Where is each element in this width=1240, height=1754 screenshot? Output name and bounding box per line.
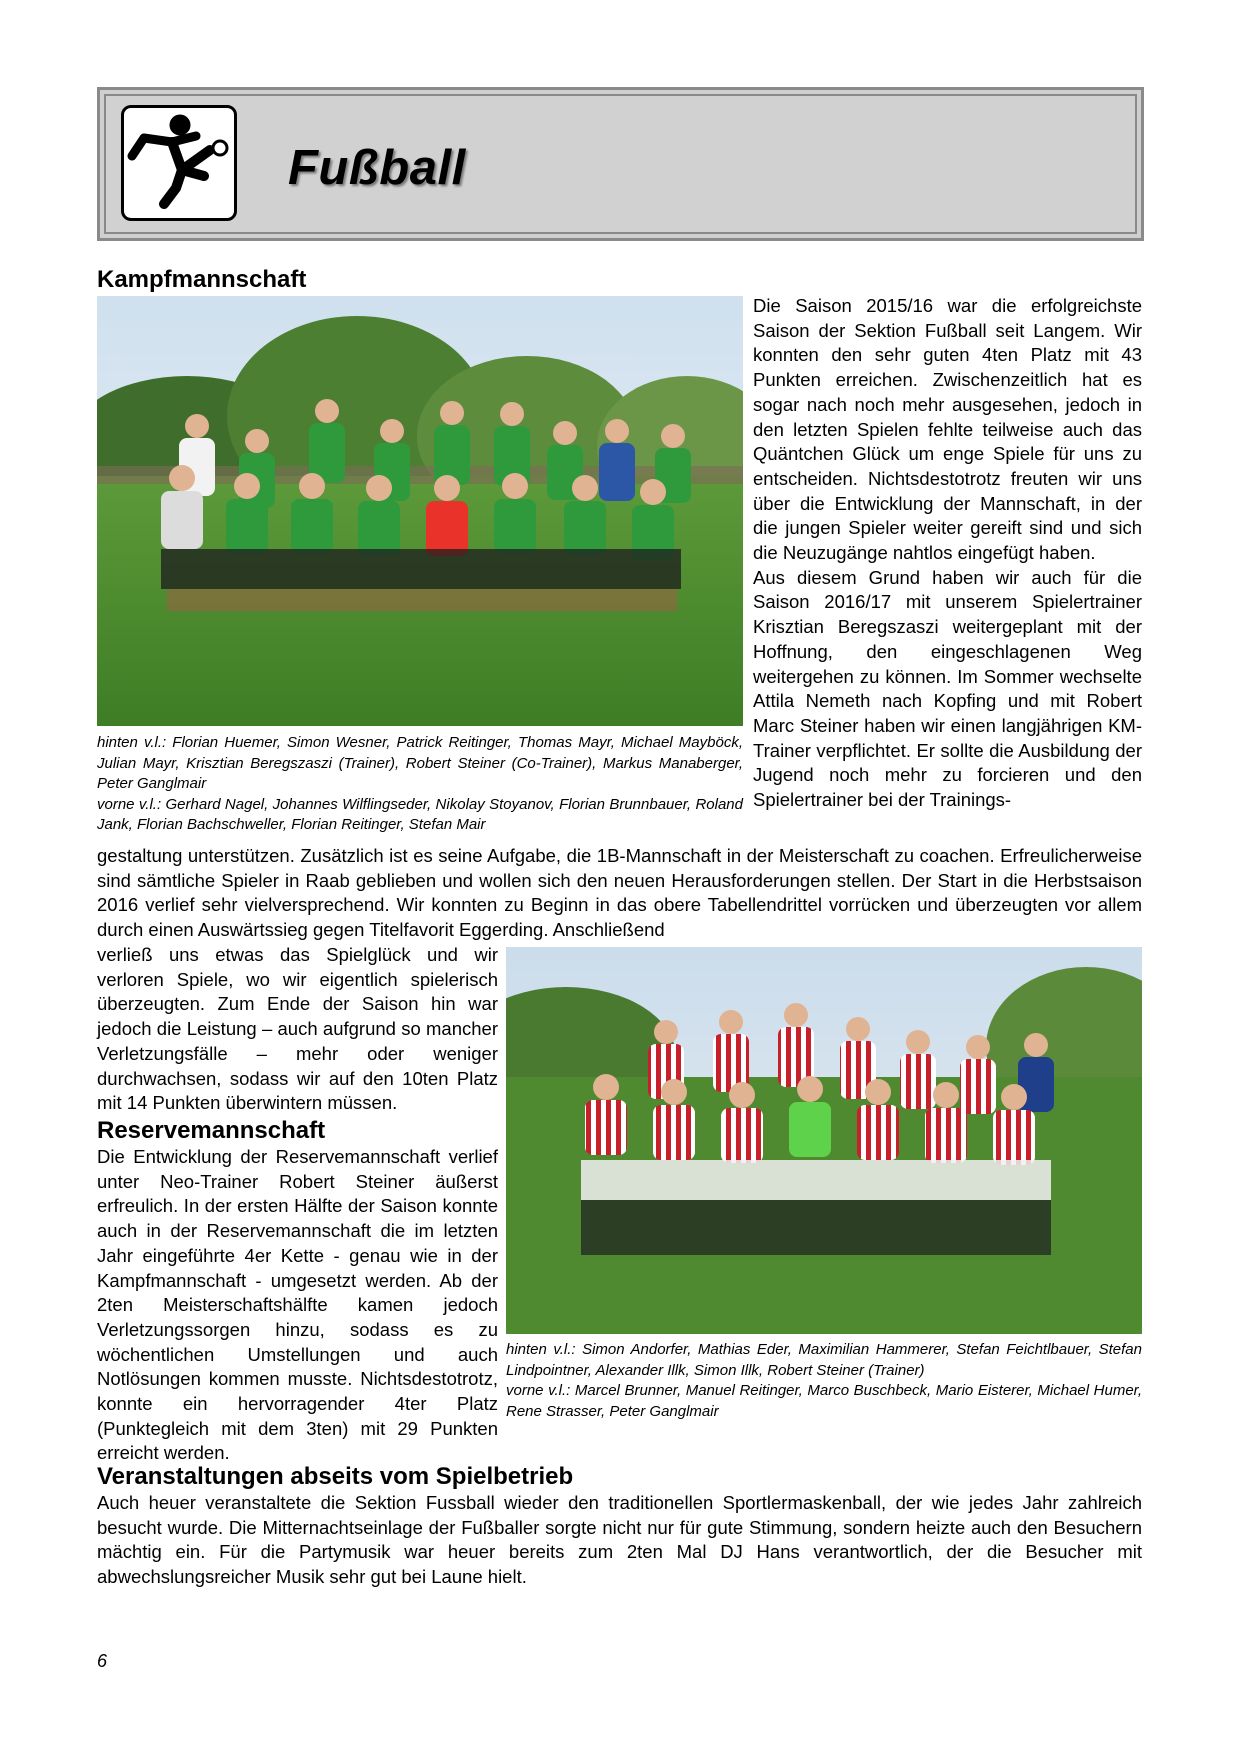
caption-back-row: hinten v.l.: Simon Andorfer, Mathias Eder, Maximilian Hammerer, Stefan Feichtlbauer, Stefan Lindpointner, Alexander Illk, Simon Illk, Robert Steiner (Trainer) bbox=[506, 1341, 1142, 1379]
header-banner bbox=[97, 87, 1144, 241]
paragraph-intro: Die Saison 2015/16 war die erfolgreichste Saison der Sektion Fußball seit Langem. Wir konnten den sehr guten 4ten Platz mit 43 Punkten erreichen. Zwischenzeitlich hat es sogar nach noch mehr ausgesehen, jedoch in den letzten Spielen fehlte teilweise auch das Quäntchen Glück um enge Spiele für uns zu entscheiden. Nichtsdestotrotz freuten wir uns über die Entwicklung der Mannschaft, in der die jungen Spieler weiter gereift sind und sich die Neuzugänge nahtlos eingefügt haben. bbox=[753, 295, 1142, 564]
paragraph-trainer: Aus diesem Grund haben wir auch für die Saison 2016/17 mit unserem Spielertrainer Krisztian Beregszaszi weitergeplant mit der Hoffnung, den eingeschlagenen Weg weitergehen zu können. Im Sommer wechselte Attila Nemeth nach Kopfing und mit Robert Marc Steiner haben wir einen langjährigen KM-Trainer verpflichtet. Er sollte die Ausbildung der Jugend noch mehr zu forcieren und den Spielertrainer bei der Trainings- bbox=[753, 566, 1142, 811]
team-photo-reserve bbox=[506, 947, 1142, 1334]
caption-kampfmannschaft bbox=[97, 733, 743, 836]
section-heading-reserve: Reservemannschaft bbox=[97, 1117, 326, 1144]
section-heading-events: Veranstaltungen abseits vom Spielbetrieb bbox=[97, 1463, 574, 1490]
page-title: Fußball bbox=[288, 141, 466, 195]
soccer-player-icon bbox=[121, 105, 237, 221]
caption-front-row: vorne v.l.: Marcel Brunner, Manuel Reitinger, Marco Buschbeck, Mario Eisterer, Michael Humer, Rene Strasser, Peter Ganglmair bbox=[506, 1382, 1142, 1420]
paragraph-full-width: gestaltung unterstützen. Zusätzlich ist es seine Aufgabe, die 1B-Mannschaft in der Meisterschaft zu coachen. Erfreulicherweise sind sämtliche Spieler in Raab geblieben und wollen sich den neuen Herausforderungen stellen. Der Start in die Herbstsaison 2016 verlief sehr vielversprechend. Wir konnten zu Beginn in das obere Tabellendrittel vorrücken und überzeugten vor allem durch einen Auswärtssieg gegen Titelfavorit Eggerding. Anschließend bbox=[97, 845, 1142, 941]
section-heading-kampfmannschaft: Kampfmannschaft bbox=[97, 266, 307, 293]
caption-reserve bbox=[506, 1340, 1142, 1422]
page-number: 6 bbox=[97, 1651, 108, 1671]
caption-front-row: vorne v.l.: Gerhard Nagel, Johannes Wilflingseder, Nikolay Stoyanov, Florian Brunnbauer, Roland Jank, Florian Bachschweller, Florian Reitinger, Stefan Mair bbox=[97, 795, 743, 833]
kampfmannschaft-text-right bbox=[753, 294, 1142, 813]
team-photo-kampfmannschaft bbox=[97, 296, 743, 726]
paragraph-continued: verließ uns etwas das Spielglück und wir verloren Spiele, wo wir eigentlich spielerisch überzeugten. Zum Ende der Saison hin war jedoch die Leistung – auch aufgrund so mancher Verletzungsfälle – mehr oder weniger durchwachsen, sodass wir auf den 10ten Platz mit 14 Punkten überwintern müssen. bbox=[97, 944, 498, 1114]
paragraph-reserve: Die Entwicklung der Reservemannschaft verlief unter Neo-Trainer Robert Steiner äußerst erfreulich. In der ersten Hälfte der Saison konnte auch in der Reservemannschaft die im letzten Jahr eingeführte 4er Kette - genau wie in der Kampfmannschaft - umgesetzt werden. Ab der 2ten Meisterschaftshälfte kamen jedoch Verletzungssorgen hinzu, sodass es zu wöchentlichen Umstellungen und auch Notlösungen kommen musste. Nichtsdestotrotz, konnte ein hervorragender 4ter Platz (Punktegleich mit dem 3ten) mit 29 Punkten erreicht werden. bbox=[97, 1146, 498, 1464]
caption-back-row: hinten v.l.: Florian Huemer, Simon Wesner, Patrick Reitinger, Thomas Mayr, Michael Mayböck, Julian Mayr, Krisztian Beregszaszi (Trainer), Robert Steiner (Co-Trainer), Markus Manaberger, Peter Ganglmair bbox=[97, 734, 743, 792]
header-inner bbox=[104, 94, 1137, 234]
paragraph-events: Auch heuer veranstaltete die Sektion Fussball wieder den traditionellen Sportlermaskenball, der wie jedes Jahr zahlreich besucht wurde. Die Mitternachtseinlage der Fußballer sorgte nicht nur für gute Stimmung, sondern heizte auch den Besuchern mächtig ein. Für die Partymusik war heuer bereits zum 2ten Mal DJ Hans verantwortlich, der die Besucher mit abwechslungsreicher Musik sehr gut bei Laune hielt. bbox=[97, 1492, 1142, 1588]
